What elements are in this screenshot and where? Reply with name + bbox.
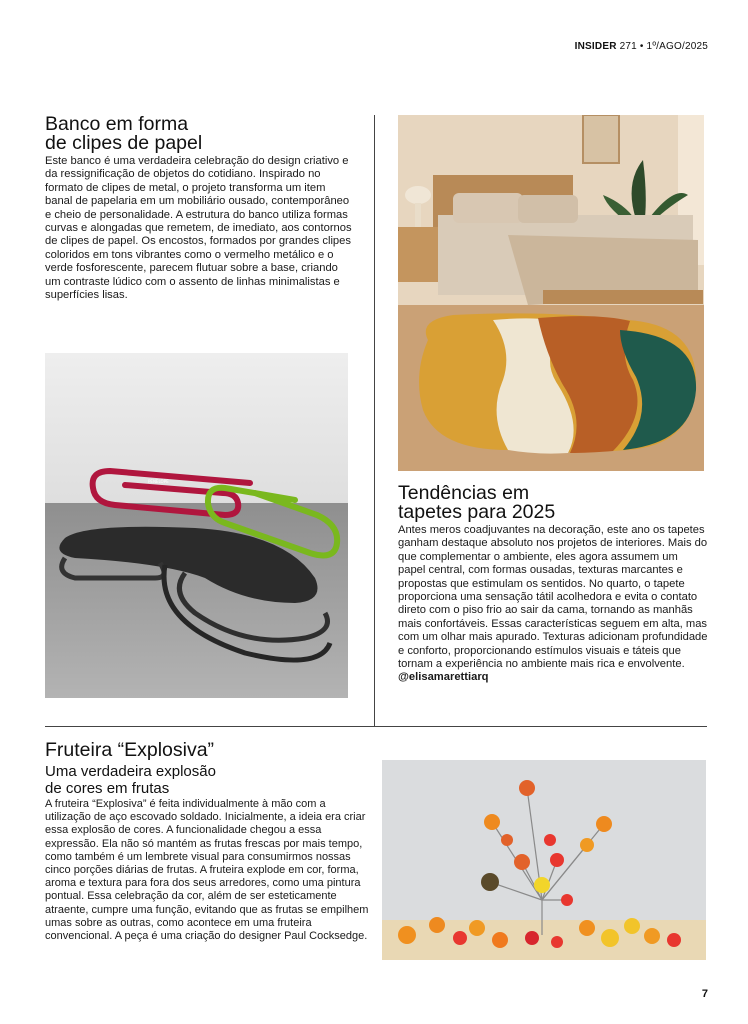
article-rugs: [398, 484, 708, 685]
title-line: Banco em forma: [45, 113, 189, 135]
bench-image: [45, 353, 348, 698]
column-divider: [374, 115, 375, 726]
article-fruit: [45, 741, 370, 943]
article-bench-title: [45, 115, 355, 153]
title-line: tapetes para 2025: [398, 501, 556, 523]
magazine-name: INSIDER: [574, 41, 617, 52]
article-bench-body: Este banco é uma verdadeira celebração do design criativo e da ressignificação de objetos do cotidiano. Inspirado no formato de clipes de metal, o projeto transforma um item banal de papelaria em um mobiliário ousado, contemporâneo e cheio de personalidade. A estrutura do banco utiliza formas curvas e alongadas que remetem, de imediato, aos contornos de clipes de papel. Os encostos, formados por grandes clipes coloridos em tons vibrantes como o vermelho metálico e o verde fosforescente, parecem flutuar sobre a base, criando um contraste lúdico com o assento de linhas minimalistas e superfícies lisas.: [45, 155, 352, 302]
article-rugs-title: [398, 484, 708, 522]
section-divider: [45, 726, 707, 727]
article-bench: [45, 115, 355, 302]
title-line: Tendências em: [398, 482, 530, 504]
article-rugs-body: [398, 524, 708, 685]
issue-info: 271 • 1º/AGO/2025: [619, 41, 708, 52]
page-number: 7: [701, 988, 708, 1000]
designer-credit: @elisamarettiarq: [398, 671, 489, 684]
subtitle-line: Uma verdadeira explosão: [45, 763, 216, 780]
article-fruit-subtitle: [45, 763, 370, 797]
subtitle-line: de cores em frutas: [45, 780, 170, 797]
article-fruit-title: Fruteira “Explosiva”: [45, 739, 215, 761]
fruit-image: [382, 760, 706, 960]
issue-header: [575, 41, 708, 52]
rug-image: [398, 115, 704, 471]
title-line: de clipes de papel: [45, 132, 203, 154]
article-fruit-body: A fruteira “Explosiva” é feita individualmente à mão com a utilização de aço escovado soldado. Inicialmente, a ideia era criar essa explosão de cores. A funcionalidade chegou a essa expressão. Ela não só mantém as frutas frescas por mais tempo, como também é um lembrete visual para consumirmos nossas cinco porções diárias de frutas. A fruteira explode em cor, forma, aroma e textura para fora dos seus arredores, como uma pintura pontual. Essa celebração da cor, além de ser esteticamente atraente, cumpre uma função, evitando que as frutas se empilhem umas sobre as outras, como acontece em uma fruteira convencional. A peça é uma criação do designer Paul Cocksedge.: [45, 798, 369, 943]
rugs-body-text: Antes meros coadjuvantes na decoração, este ano os tapetes ganham destaque absoluto nos projetos de interiores. Mais do que complementar o ambiente, eles agora assumem um papel central, com formas ousadas, texturas marcantes e propostas que estimulam os sentidos. No quarto, o tapete proporciona uma sensação tátil acolhedora e evita o contato direto com o piso frio ao sair da cama, tornando as manhãs mais confortáveis. Essas características seguem em alta, mas com um olhar mais apurado. Texturas adicionam profundidade e conforto, proporcionando estímulos visuais e táteis que tornam a experiência no ambiente mais rica e envolvente.: [398, 524, 708, 671]
clip-label: PENELOPE: [148, 479, 169, 484]
